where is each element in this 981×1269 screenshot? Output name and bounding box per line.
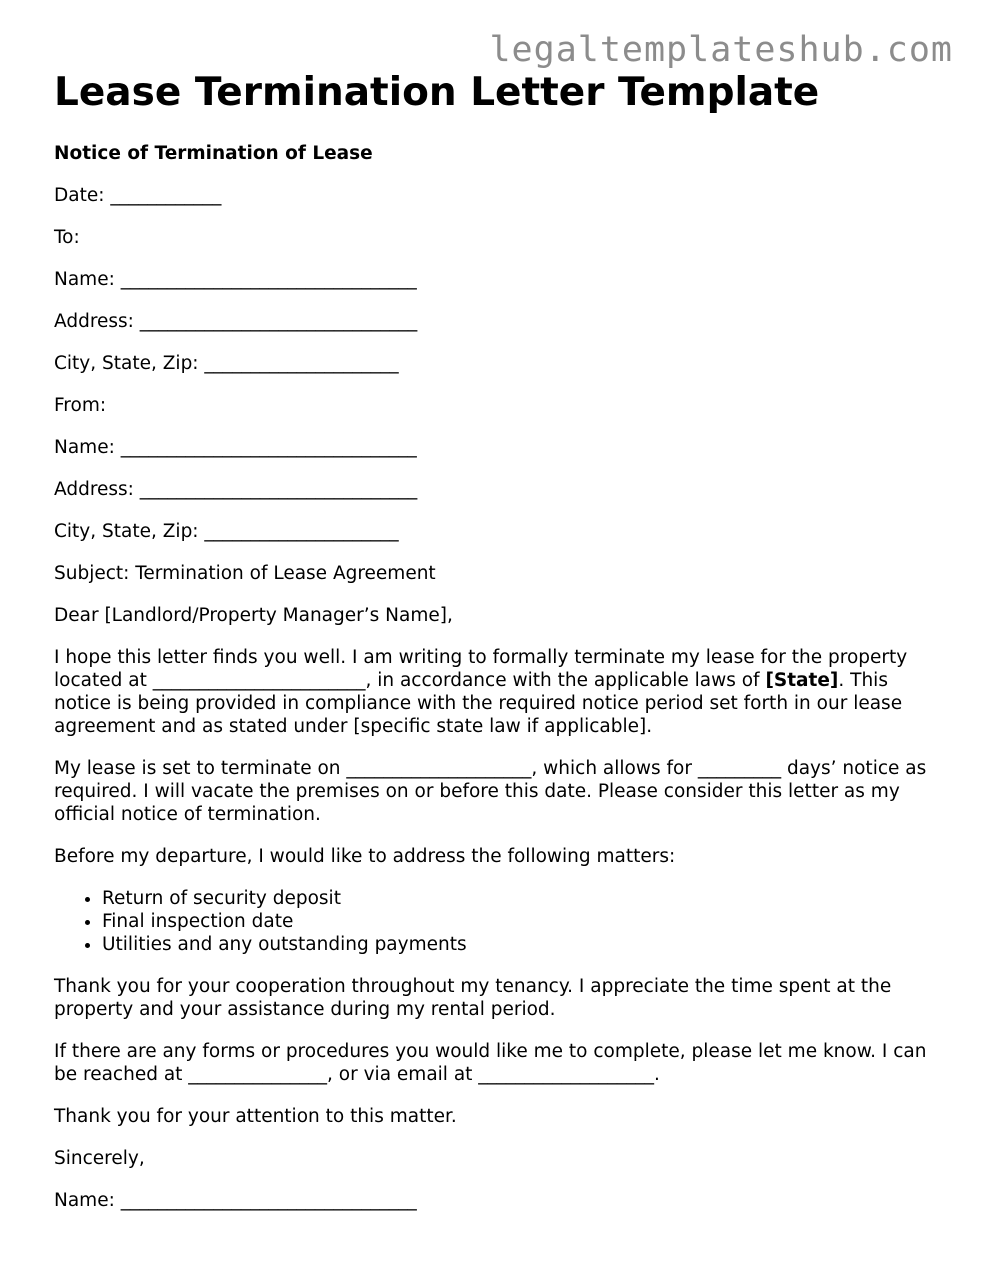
from-label: From: <box>54 395 107 416</box>
page-title: Lease Termination Letter Template <box>54 70 820 115</box>
list-item: • Final inspection date <box>102 910 467 933</box>
from-address-field: Address: ______________________________ <box>54 479 418 500</box>
state-placeholder: [State] <box>765 670 839 691</box>
matters-list <box>54 887 467 956</box>
watermark: legaltemplateshub.com <box>489 30 953 70</box>
signature-name-field: Name: ________________________________ <box>54 1190 417 1211</box>
paragraph-thanks: Thank you for your cooperation throughout my tenancy. I appreciate the time spent at the property and your assistance during my rental period. <box>54 976 892 1020</box>
paragraph-intro-start: I hope this letter finds you well. I am writing to formally terminate my lease for the property located at _______________________, in accordance with the applicable laws of <box>54 647 908 691</box>
date-field: Date: ____________ <box>54 185 222 206</box>
to-label: To: <box>54 227 80 248</box>
list-item: • Utilities and any outstanding payments <box>102 933 467 956</box>
to-name-field: Name: ________________________________ <box>54 269 417 290</box>
notice-heading: Notice of Termination of Lease <box>54 143 373 164</box>
subject-line: Subject: Termination of Lease Agreement <box>54 563 436 584</box>
to-city-state-zip-field: City, State, Zip: _____________________ <box>54 353 399 374</box>
to-address-field: Address: ______________________________ <box>54 311 418 332</box>
paragraph-intro <box>54 646 934 738</box>
paragraph-termination-date: My lease is set to terminate on ____________________, which allows for _________ days’ notice as required. I will vacate the premises on or before this date. Please consider this letter as my official notice of termination. <box>54 758 927 825</box>
from-name-field: Name: ________________________________ <box>54 437 417 458</box>
paragraph-closing-thanks: Thank you for your attention to this matter. <box>54 1106 457 1127</box>
paragraph-matters-intro: Before my departure, I would like to address the following matters: <box>54 846 676 867</box>
paragraph-contact: If there are any forms or procedures you would like me to complete, please let me know. I can be reached at _______________, or via email at ___________________. <box>54 1041 927 1085</box>
list-item: • Return of security deposit <box>102 887 467 910</box>
paragraph-intro-end: . This notice is being provided in compliance with the required notice period set forth in our lease agreement and as stated under [specific state law if applicable]. <box>54 670 903 737</box>
from-city-state-zip-field: City, State, Zip: _____________________ <box>54 521 399 542</box>
salutation: Dear [Landlord/Property Manager’s Name], <box>54 605 453 626</box>
closing: Sincerely, <box>54 1148 145 1169</box>
